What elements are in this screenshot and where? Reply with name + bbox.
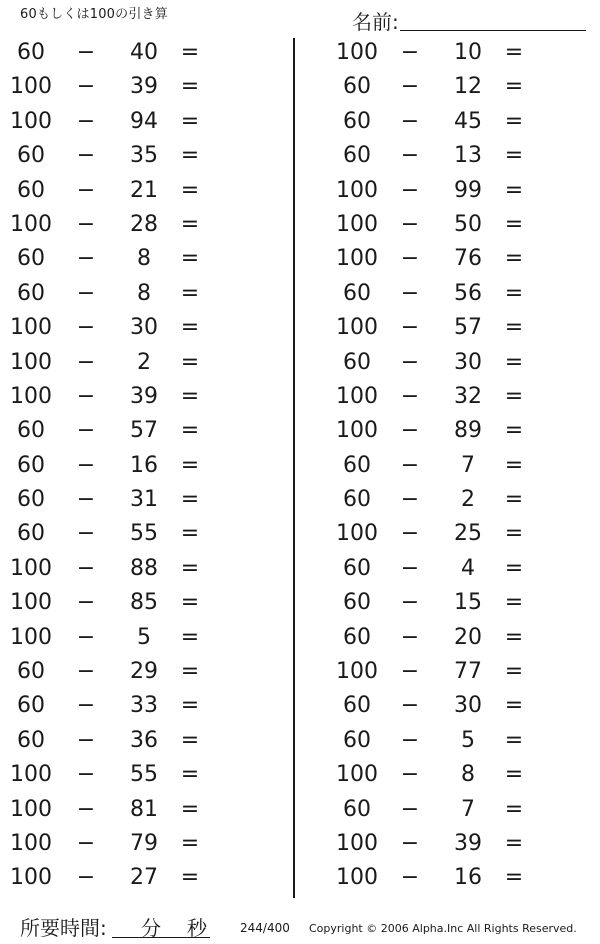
minus-sign: −	[400, 108, 420, 134]
subtrahend: 13	[454, 143, 482, 169]
minus-sign: −	[76, 590, 96, 616]
minuend: 60	[17, 452, 45, 478]
minus-sign: −	[76, 246, 96, 272]
subtrahend: 50	[454, 211, 482, 237]
minus-sign: −	[400, 280, 420, 306]
minus-sign: −	[76, 280, 96, 306]
minus-sign: −	[400, 796, 420, 822]
minus-sign: −	[76, 624, 96, 650]
minus-sign: −	[76, 211, 96, 237]
problem-row	[300, 36, 600, 70]
equals-sign: =	[504, 727, 524, 753]
minus-sign: −	[400, 211, 420, 237]
equals-sign: =	[180, 246, 200, 272]
equals-sign: =	[504, 349, 524, 375]
minus-sign: −	[76, 521, 96, 547]
equals-sign: =	[504, 246, 524, 272]
equals-sign: =	[180, 280, 200, 306]
subtrahend: 33	[130, 693, 158, 719]
minus-sign: −	[76, 659, 96, 685]
problem-row	[0, 139, 290, 173]
minus-sign: −	[76, 40, 96, 65]
equals-sign: =	[504, 865, 524, 891]
equals-sign: =	[504, 108, 524, 134]
name-field-area	[352, 6, 590, 32]
subtrahend: 39	[130, 383, 158, 409]
minuend: 100	[10, 349, 52, 375]
equals-sign: =	[504, 418, 524, 444]
minuend: 100	[336, 521, 378, 547]
minuend: 60	[17, 727, 45, 753]
equals-sign: =	[180, 727, 200, 753]
equals-sign: =	[180, 693, 200, 719]
minus-sign: −	[400, 74, 420, 100]
subtrahend: 36	[130, 727, 158, 753]
problem-row	[300, 586, 600, 620]
minus-sign: −	[76, 315, 96, 341]
subtrahend: 30	[454, 349, 482, 375]
name-underline	[400, 30, 586, 31]
minuend: 60	[343, 143, 371, 169]
equals-sign: =	[504, 624, 524, 650]
minuend: 60	[343, 693, 371, 719]
minus-sign: −	[400, 246, 420, 272]
subtrahend: 25	[454, 521, 482, 547]
minuend: 100	[10, 624, 52, 650]
minuend: 100	[336, 40, 378, 65]
subtrahend: 40	[130, 40, 158, 65]
page-number: 244/400	[240, 921, 290, 935]
subtrahend: 8	[137, 280, 151, 306]
equals-sign: =	[180, 452, 200, 478]
equals-sign: =	[180, 762, 200, 788]
minuend: 60	[343, 108, 371, 134]
equals-sign: =	[504, 211, 524, 237]
equals-sign: =	[180, 796, 200, 822]
column-divider	[293, 38, 295, 898]
subtrahend: 57	[130, 418, 158, 444]
problem-row	[0, 517, 290, 551]
subtrahend: 76	[454, 246, 482, 272]
time-taken-label: 所要時間:	[20, 916, 107, 940]
equals-sign: =	[180, 143, 200, 169]
problem-row	[300, 793, 600, 827]
problem-row	[0, 861, 290, 895]
minus-sign: −	[76, 418, 96, 444]
problem-row	[300, 689, 600, 723]
minus-sign: −	[400, 693, 420, 719]
minus-sign: −	[76, 452, 96, 478]
worksheet-title: 60もしくは100の引き算	[20, 7, 168, 22]
minuend: 100	[10, 762, 52, 788]
problem-row	[0, 689, 290, 723]
subtrahend: 16	[130, 452, 158, 478]
left-problem-column	[0, 36, 290, 896]
subtrahend: 28	[130, 211, 158, 237]
problem-row	[300, 139, 600, 173]
problem-row	[0, 277, 290, 311]
subtrahend: 32	[454, 383, 482, 409]
equals-sign: =	[504, 796, 524, 822]
subtrahend: 5	[461, 727, 475, 753]
minuend: 60	[17, 487, 45, 513]
minus-sign: −	[76, 796, 96, 822]
minuend: 60	[17, 177, 45, 203]
equals-sign: =	[180, 624, 200, 650]
subtrahend: 7	[461, 452, 475, 478]
subtrahend: 99	[454, 177, 482, 203]
minus-sign: −	[76, 349, 96, 375]
minuend: 100	[336, 246, 378, 272]
equals-sign: =	[180, 555, 200, 581]
minus-sign: −	[76, 727, 96, 753]
minus-sign: −	[400, 865, 420, 891]
minuend: 60	[17, 40, 45, 65]
minuend: 60	[17, 143, 45, 169]
subtrahend: 85	[130, 590, 158, 616]
subtrahend: 7	[461, 796, 475, 822]
problem-row	[300, 208, 600, 242]
right-problem-column	[300, 36, 600, 896]
problem-row	[0, 380, 290, 414]
subtrahend: 88	[130, 555, 158, 581]
problem-row	[0, 483, 290, 517]
subtrahend: 89	[454, 418, 482, 444]
minus-sign: −	[400, 590, 420, 616]
minus-sign: −	[400, 40, 420, 65]
subtrahend: 45	[454, 108, 482, 134]
subtrahend: 30	[130, 315, 158, 341]
equals-sign: =	[180, 659, 200, 685]
subtrahend: 31	[130, 487, 158, 513]
problem-row	[300, 449, 600, 483]
equals-sign: =	[504, 487, 524, 513]
minus-sign: −	[400, 762, 420, 788]
minuend: 60	[17, 521, 45, 547]
problem-row	[300, 311, 600, 345]
minuend: 100	[10, 555, 52, 581]
minuend: 60	[343, 487, 371, 513]
subtrahend: 15	[454, 590, 482, 616]
subtrahend: 81	[130, 796, 158, 822]
problem-row	[300, 827, 600, 861]
minus-sign: −	[400, 624, 420, 650]
problem-row	[300, 105, 600, 139]
problem-row	[0, 724, 290, 758]
minus-sign: −	[76, 693, 96, 719]
subtrahend: 79	[130, 830, 158, 856]
problem-row	[300, 414, 600, 448]
problem-row	[300, 621, 600, 655]
minus-sign: −	[76, 74, 96, 100]
subtrahend: 2	[137, 349, 151, 375]
minus-sign: −	[400, 418, 420, 444]
problem-row	[300, 517, 600, 551]
subtrahend: 55	[130, 521, 158, 547]
minuend: 60	[17, 246, 45, 272]
minus-sign: −	[400, 177, 420, 203]
problem-row	[0, 346, 290, 380]
subtrahend: 27	[130, 865, 158, 891]
equals-sign: =	[180, 349, 200, 375]
equals-sign: =	[180, 315, 200, 341]
subtrahend: 94	[130, 108, 158, 134]
minus-sign: −	[76, 830, 96, 856]
minuend: 60	[17, 280, 45, 306]
subtrahend: 77	[454, 659, 482, 685]
minus-sign: −	[76, 865, 96, 891]
minuend: 100	[336, 830, 378, 856]
minuend: 100	[10, 383, 52, 409]
problem-row	[300, 861, 600, 895]
minus-sign: −	[400, 487, 420, 513]
equals-sign: =	[180, 521, 200, 547]
equals-sign: =	[504, 177, 524, 203]
seconds-label: 秒	[187, 916, 207, 940]
minuend: 60	[343, 727, 371, 753]
minus-sign: −	[76, 762, 96, 788]
minus-sign: −	[76, 108, 96, 134]
minus-sign: −	[400, 349, 420, 375]
minus-sign: −	[400, 830, 420, 856]
subtrahend: 10	[454, 40, 482, 65]
equals-sign: =	[180, 590, 200, 616]
equals-sign: =	[504, 521, 524, 547]
problem-row	[0, 36, 290, 70]
minuend: 60	[343, 74, 371, 100]
problem-row	[300, 380, 600, 414]
problem-row	[300, 655, 600, 689]
equals-sign: =	[504, 74, 524, 100]
equals-sign: =	[180, 108, 200, 134]
equals-sign: =	[180, 211, 200, 237]
minuend: 100	[336, 418, 378, 444]
subtrahend: 8	[461, 762, 475, 788]
minuend: 100	[10, 830, 52, 856]
minutes-label: 分	[141, 916, 161, 940]
problem-row	[300, 483, 600, 517]
equals-sign: =	[180, 177, 200, 203]
problem-row	[0, 311, 290, 345]
subtrahend: 57	[454, 315, 482, 341]
subtrahend: 39	[454, 830, 482, 856]
minus-sign: −	[400, 452, 420, 478]
minuend: 60	[343, 796, 371, 822]
copyright-notice: Copyright © 2006 Alpha.Inc All Rights Reserved.	[309, 922, 577, 935]
minus-sign: −	[400, 727, 420, 753]
problem-row	[300, 277, 600, 311]
minuend: 100	[336, 383, 378, 409]
equals-sign: =	[180, 487, 200, 513]
subtrahend: 16	[454, 865, 482, 891]
minuend: 60	[343, 349, 371, 375]
minuend: 60	[343, 555, 371, 581]
subtrahend: 35	[130, 143, 158, 169]
equals-sign: =	[504, 280, 524, 306]
minus-sign: −	[400, 521, 420, 547]
problem-row	[0, 208, 290, 242]
problem-row	[300, 758, 600, 792]
minuend: 100	[336, 211, 378, 237]
minuend: 100	[336, 315, 378, 341]
subtrahend: 8	[137, 246, 151, 272]
minus-sign: −	[400, 659, 420, 685]
subtrahend: 30	[454, 693, 482, 719]
equals-sign: =	[504, 315, 524, 341]
subtrahend: 55	[130, 762, 158, 788]
minuend: 60	[343, 452, 371, 478]
problem-row	[0, 552, 290, 586]
minuend: 100	[10, 865, 52, 891]
equals-sign: =	[504, 555, 524, 581]
subtrahend: 21	[130, 177, 158, 203]
equals-sign: =	[504, 830, 524, 856]
footer	[0, 908, 600, 944]
problem-row	[300, 724, 600, 758]
problem-row	[0, 586, 290, 620]
minuend: 100	[10, 315, 52, 341]
subtrahend: 2	[461, 487, 475, 513]
minuend: 60	[343, 590, 371, 616]
problem-row	[0, 758, 290, 792]
minuend: 100	[336, 177, 378, 203]
subtrahend: 39	[130, 74, 158, 100]
minuend: 60	[343, 624, 371, 650]
minuend: 100	[336, 762, 378, 788]
minus-sign: −	[400, 383, 420, 409]
minuend: 100	[10, 74, 52, 100]
name-label: 名前:	[352, 10, 399, 34]
problem-row	[300, 346, 600, 380]
minus-sign: −	[76, 177, 96, 203]
problem-row	[300, 70, 600, 104]
minus-sign: −	[76, 555, 96, 581]
problem-row	[300, 242, 600, 276]
minuend: 100	[10, 590, 52, 616]
minuend: 60	[17, 659, 45, 685]
equals-sign: =	[504, 693, 524, 719]
equals-sign: =	[504, 143, 524, 169]
problem-row	[0, 174, 290, 208]
equals-sign: =	[504, 590, 524, 616]
problem-row	[0, 105, 290, 139]
minus-sign: −	[400, 143, 420, 169]
problem-row	[0, 242, 290, 276]
problem-row	[0, 621, 290, 655]
minuend: 100	[10, 108, 52, 134]
equals-sign: =	[504, 762, 524, 788]
equals-sign: =	[504, 383, 524, 409]
problem-row	[300, 552, 600, 586]
equals-sign: =	[180, 40, 200, 65]
subtrahend: 29	[130, 659, 158, 685]
minuend: 100	[336, 865, 378, 891]
equals-sign: =	[180, 418, 200, 444]
equals-sign: =	[180, 865, 200, 891]
equals-sign: =	[180, 383, 200, 409]
problem-row	[0, 655, 290, 689]
subtrahend: 56	[454, 280, 482, 306]
subtrahend: 5	[137, 624, 151, 650]
minuend: 60	[343, 280, 371, 306]
problem-row	[0, 793, 290, 827]
minus-sign: −	[400, 555, 420, 581]
equals-sign: =	[504, 659, 524, 685]
subtrahend: 4	[461, 555, 475, 581]
equals-sign: =	[504, 452, 524, 478]
subtrahend: 20	[454, 624, 482, 650]
problem-row	[0, 827, 290, 861]
minus-sign: −	[400, 315, 420, 341]
subtrahend: 12	[454, 74, 482, 100]
minuend: 100	[336, 659, 378, 685]
minus-sign: −	[76, 383, 96, 409]
problem-row	[0, 70, 290, 104]
problem-row	[300, 174, 600, 208]
minuend: 100	[10, 211, 52, 237]
minus-sign: −	[76, 143, 96, 169]
equals-sign: =	[180, 74, 200, 100]
minuend: 60	[17, 418, 45, 444]
minus-sign: −	[76, 487, 96, 513]
equals-sign: =	[180, 830, 200, 856]
minuend: 60	[17, 693, 45, 719]
equals-sign: =	[504, 40, 524, 65]
minuend: 100	[10, 796, 52, 822]
problem-row	[0, 414, 290, 448]
problem-row	[0, 449, 290, 483]
